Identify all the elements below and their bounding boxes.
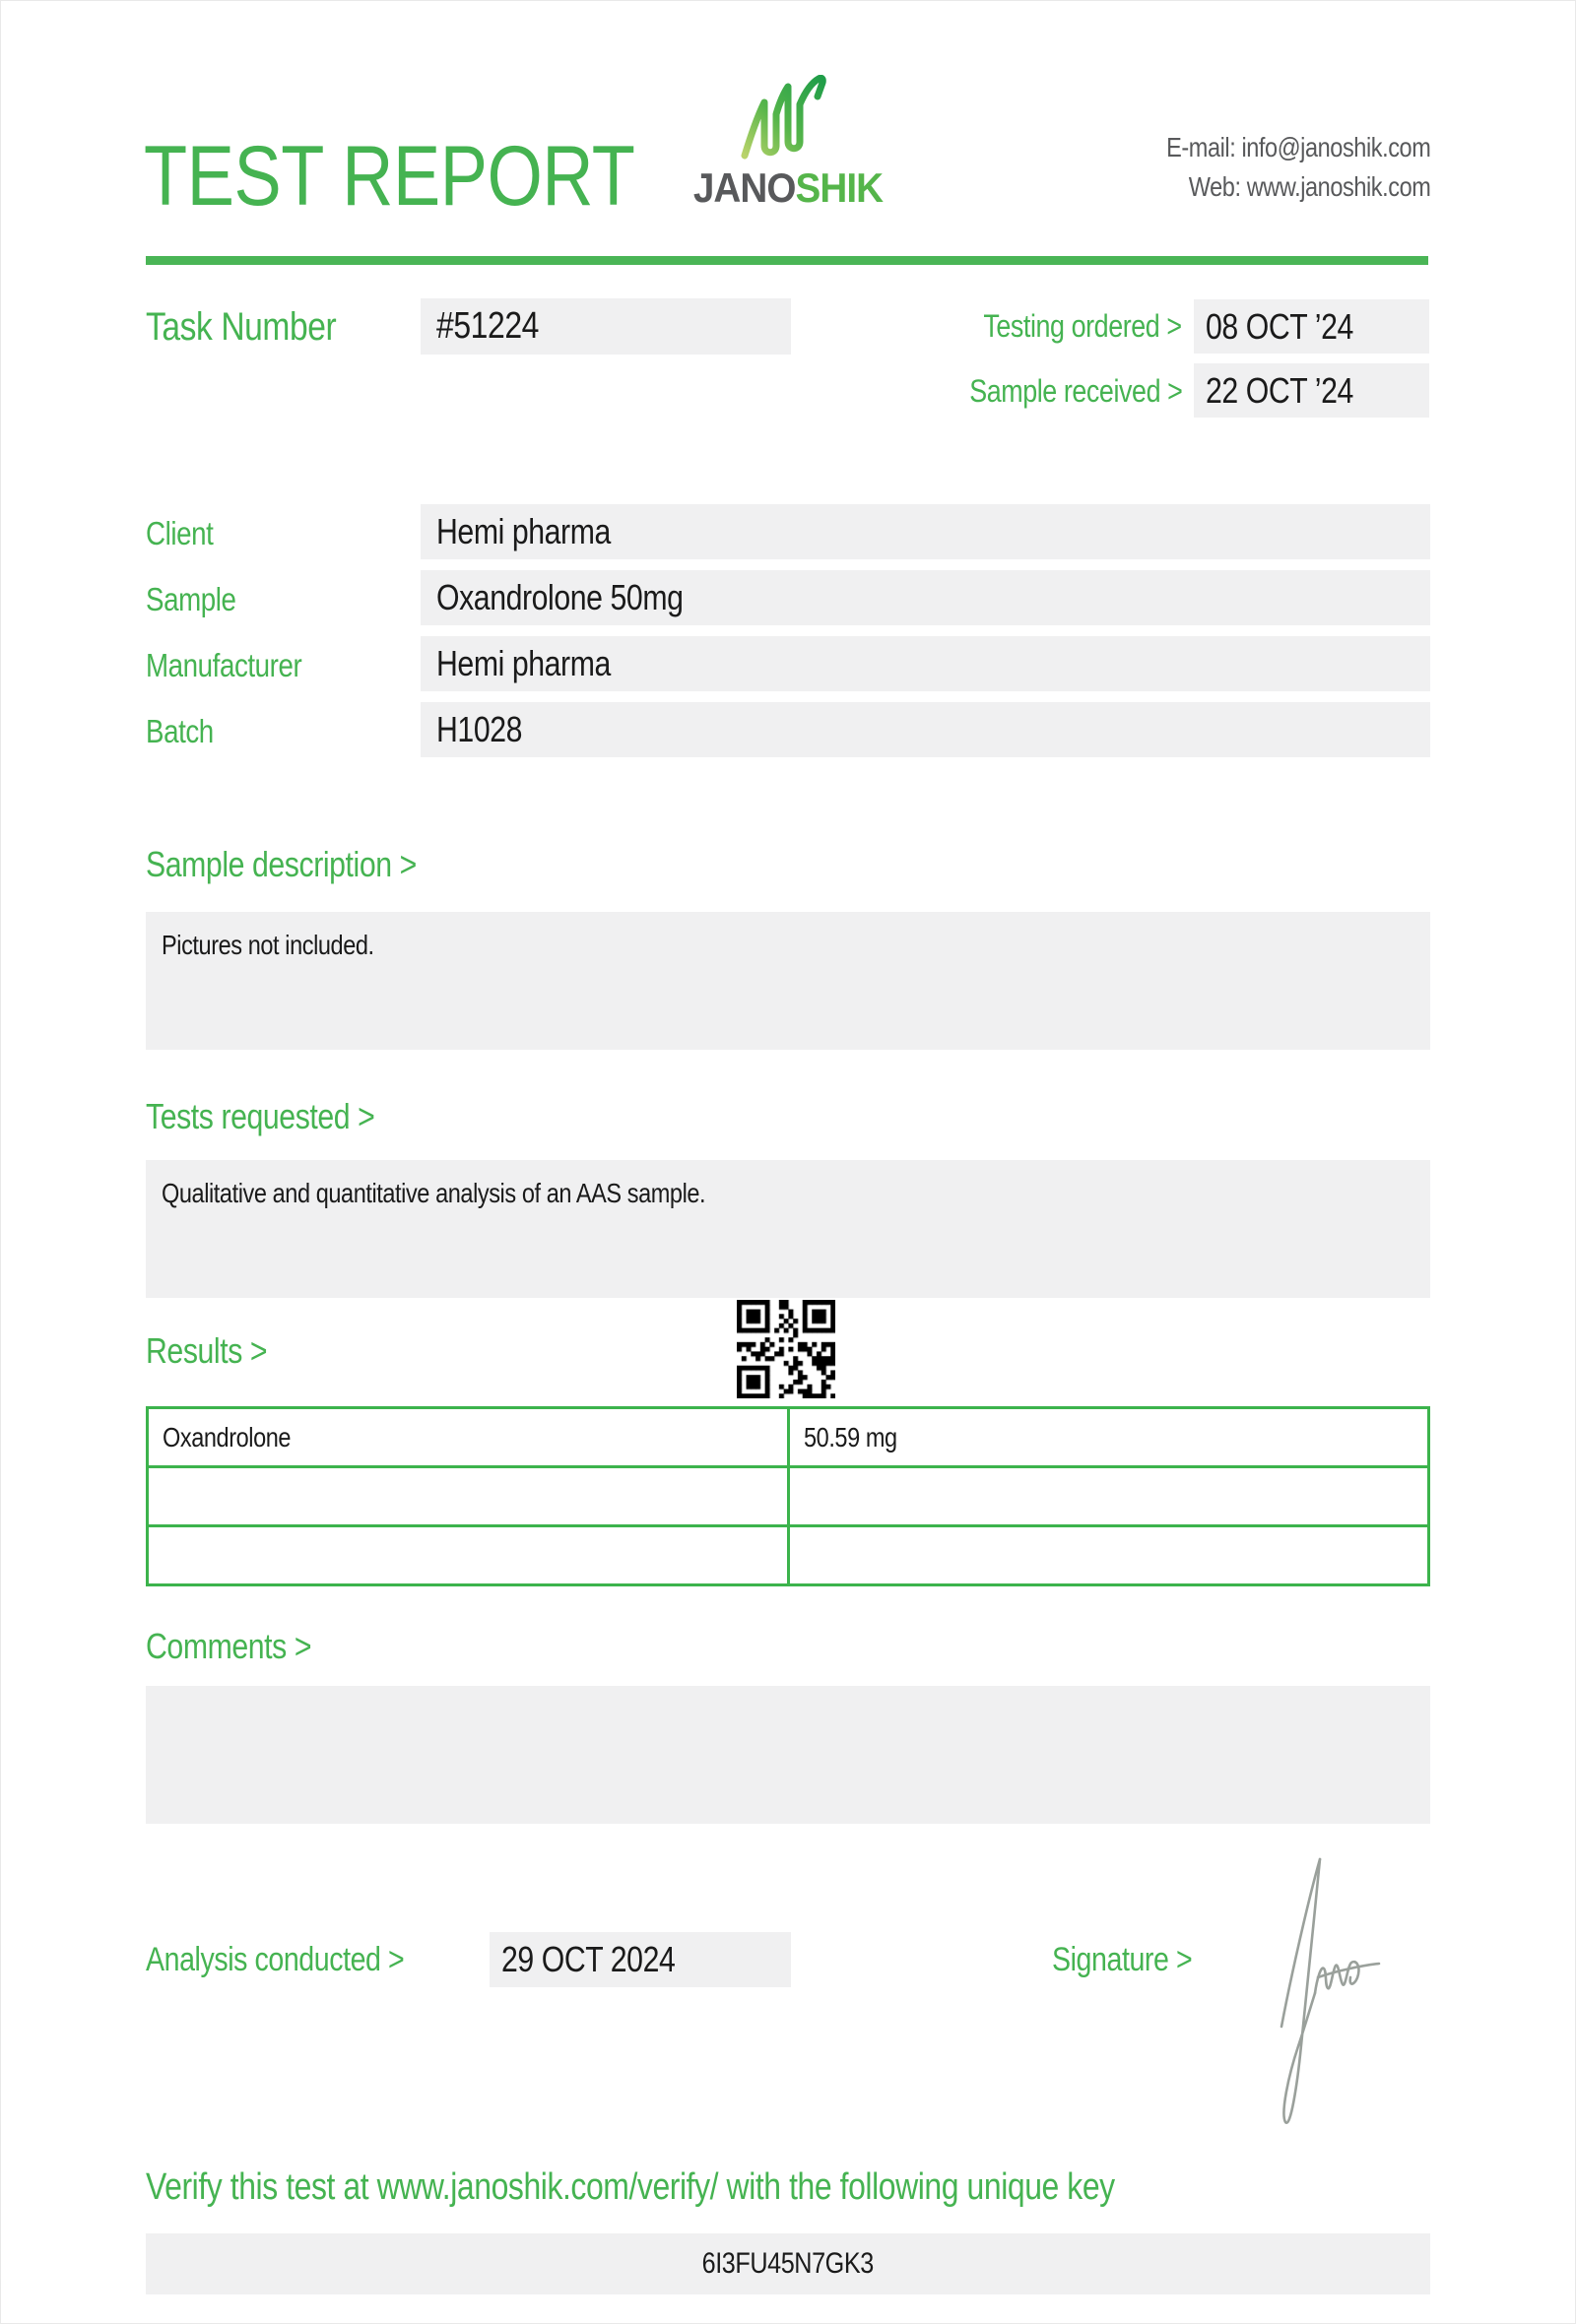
result-substance-cell: Oxandrolone [148,1408,789,1467]
page-title [144,129,728,224]
tests-requested-heading: Tests requested > [146,1096,375,1136]
client-value: Hemi pharma [421,504,1430,559]
result-amount-cell [788,1467,1429,1526]
results-heading: Results > [146,1330,268,1371]
brand-name-secondary: SHIK [795,164,884,211]
sample-description-heading: Sample description > [146,844,417,884]
result-amount-cell [788,1526,1429,1585]
contact-info [1116,128,1430,207]
verify-instruction: Verify this test at www.janoshik.com/verify/ with the following unique key [146,2166,1115,2208]
growth-chart-arrow-icon [739,75,837,161]
sample-label: Sample [146,581,236,617]
sample-description-box: Pictures not included. [146,912,1430,1050]
result-substance-cell [148,1526,789,1585]
tests-requested-box: Qualitative and quantitative analysis of an AAS sample. [146,1160,1430,1298]
batch-label: Batch [146,713,214,749]
manufacturer-value: Hemi pharma [421,636,1430,691]
analysis-conducted-label: Analysis conducted > [146,1941,405,1978]
batch-value: H1028 [421,702,1430,757]
task-number-value: #51224 [421,298,791,355]
comments-box [146,1686,1430,1824]
sample-received-value: 22 OCT ’24 [1194,363,1429,418]
brand-name [685,164,891,211]
table-row [148,1467,1429,1526]
brand-name-primary: JANO [692,164,796,211]
sample-received-label: Sample received > [968,373,1182,409]
client-label: Client [146,515,214,551]
sample-value: Oxandrolone 50mg [421,570,1430,625]
testing-ordered-label: Testing ordered > [983,308,1182,344]
result-substance-cell [148,1467,789,1526]
task-number-label: Task Number [146,305,337,349]
header-divider [146,256,1428,265]
contact-web: Web: www.janoshik.com [1188,171,1430,202]
results-table [146,1406,1430,1586]
testing-ordered-value: 08 OCT ’24 [1194,299,1429,354]
manufacturer-label: Manufacturer [146,647,302,683]
signature-image [1269,1843,1399,2141]
contact-email: E-mail: info@janoshik.com [1165,132,1430,162]
table-row [148,1408,1429,1467]
result-amount-cell: 50.59 mg [788,1408,1429,1467]
qr-code-icon [737,1300,835,1398]
table-row [148,1526,1429,1585]
verify-key: 6I3FU45N7GK3 [146,2233,1430,2294]
analysis-conducted-value: 29 OCT 2024 [490,1932,791,1987]
signature-label: Signature > [1052,1941,1193,1978]
page-title-text: TEST REPORT [144,129,635,224]
brand-logo [676,75,900,209]
comments-heading: Comments > [146,1626,312,1666]
